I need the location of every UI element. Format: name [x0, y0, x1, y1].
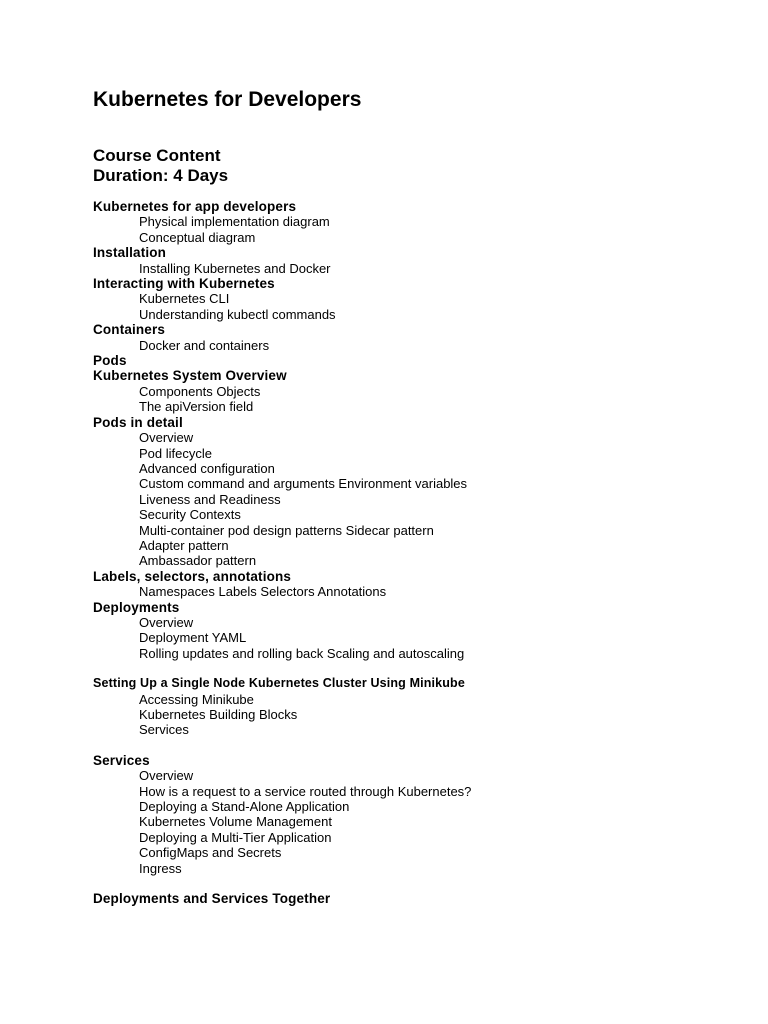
outline-item: ConfigMaps and Secrets [139, 845, 282, 861]
outline-section [93, 199, 733, 245]
outline-item: Deploying a Stand-Alone Application [139, 799, 350, 815]
document-page [93, 86, 733, 906]
outline-item: Security Contexts [139, 507, 241, 523]
outline-section [93, 891, 733, 906]
section-spacer [93, 876, 733, 891]
section-title: Setting Up a Single Node Kubernetes Cluster Using Minikube [93, 676, 465, 691]
outline-section [93, 276, 733, 322]
section-title: Containers [93, 322, 166, 338]
outline-item: Custom command and arguments Environment variables [139, 476, 468, 492]
duration-label: Duration: 4 Days [93, 166, 229, 185]
outline-item: Overview [139, 614, 194, 630]
section-title: Services [93, 752, 150, 768]
course-heading [93, 146, 733, 186]
section-spacer [93, 738, 733, 753]
outline-item: Kubernetes Building Blocks [139, 707, 298, 722]
outline-section [93, 676, 733, 738]
outline-section [93, 569, 733, 600]
section-spacer [93, 661, 733, 676]
course-outline [93, 199, 733, 906]
outline-item: Deployment YAML [139, 630, 247, 646]
section-title: Kubernetes for app developers [93, 199, 297, 214]
outline-item: The apiVersion field [139, 399, 254, 415]
outline-item: Accessing Minikube [139, 691, 254, 707]
section-title: Pods in detail [93, 414, 183, 430]
outline-item: Installing Kubernetes and Docker [139, 260, 331, 276]
section-title: Kubernetes System Overview [93, 368, 287, 384]
outline-item: Overview [139, 430, 194, 446]
outline-item: Multi-container pod design patterns Sidecar pattern [139, 522, 434, 538]
outline-section [93, 353, 733, 368]
outline-item: Understanding kubectl commands [139, 306, 336, 322]
section-title: Pods [93, 353, 127, 369]
outline-section [93, 368, 733, 414]
outline-item: Conceptual diagram [139, 229, 256, 245]
outline-section [93, 415, 733, 569]
section-title: Installation [93, 245, 167, 261]
outline-item: Adapter pattern [139, 537, 229, 553]
section-title: Deployments [93, 599, 180, 615]
section-title: Labels, selectors, annotations [93, 568, 292, 584]
outline-section [93, 753, 733, 876]
outline-item: Components Objects [139, 383, 261, 399]
outline-item: Rolling updates and rolling back Scaling and autoscaling [139, 645, 465, 661]
outline-section [93, 245, 733, 276]
outline-item: Services [139, 722, 189, 738]
outline-item: Advanced configuration [139, 460, 275, 476]
section-title: Deployments and Services Together [93, 891, 331, 907]
outline-item: Ingress [139, 860, 182, 876]
document-title: Kubernetes for Developers [93, 88, 362, 111]
outline-item: Kubernetes CLI [139, 291, 230, 307]
outline-section [93, 322, 733, 353]
outline-item: Docker and containers [139, 337, 270, 353]
course-content-label: Course Content [93, 146, 221, 165]
outline-item: Liveness and Readiness [139, 491, 281, 507]
outline-item: Deploying a Multi-Tier Application [139, 829, 332, 845]
outline-item: Kubernetes Volume Management [139, 814, 332, 830]
outline-item: Physical implementation diagram [139, 214, 330, 230]
outline-item: How is a request to a service routed through Kubernetes? [139, 783, 472, 799]
outline-item: Namespaces Labels Selectors Annotations [139, 584, 387, 600]
outline-item: Pod lifecycle [139, 445, 212, 461]
outline-item: Overview [139, 768, 194, 784]
outline-item: Ambassador pattern [139, 553, 257, 569]
section-title: Interacting with Kubernetes [93, 276, 275, 292]
outline-section [93, 600, 733, 662]
